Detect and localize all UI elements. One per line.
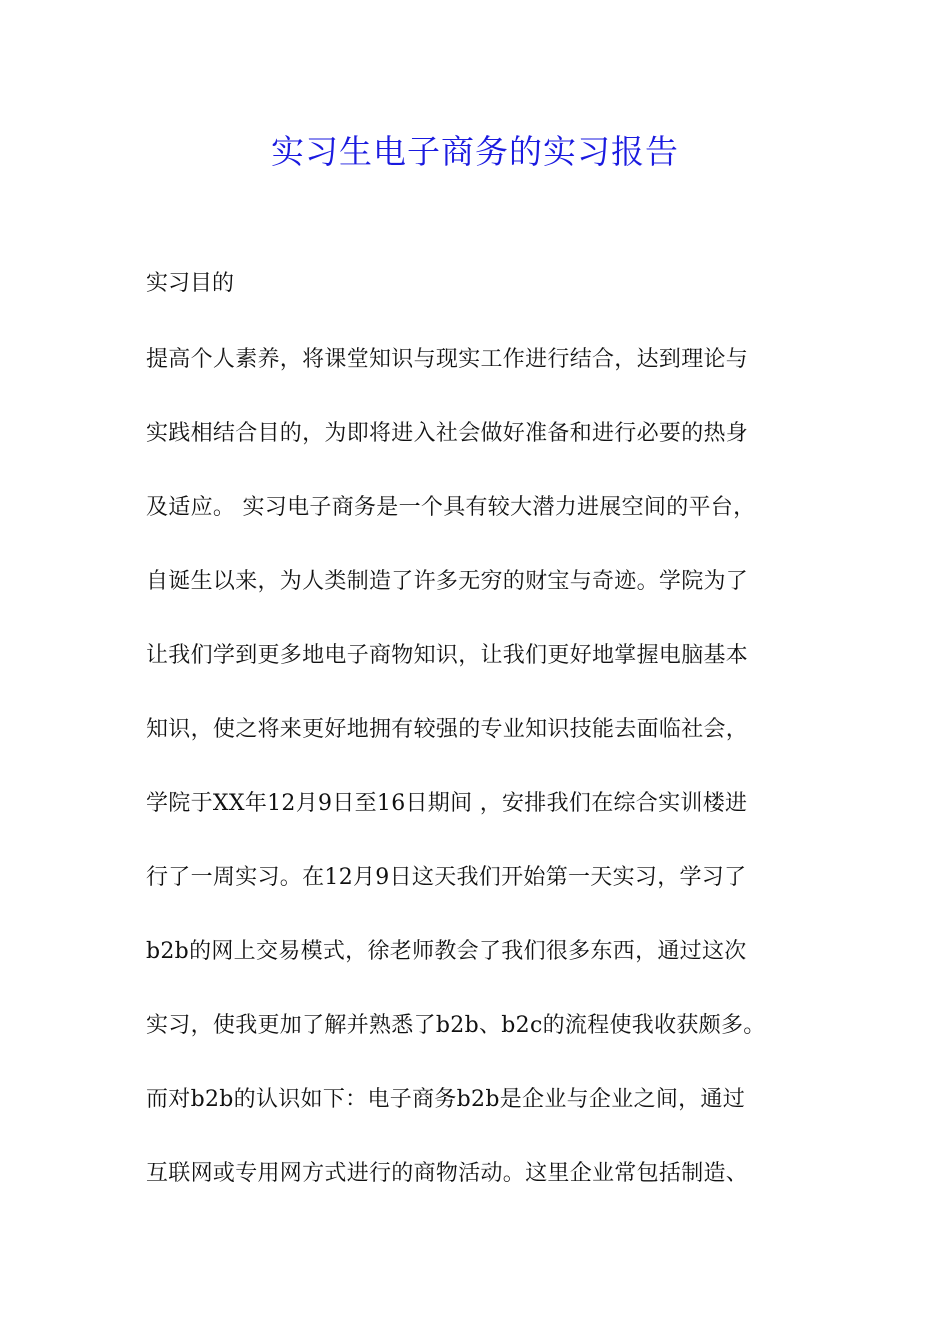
text-line: 行了一周实习。在12月9日这天我们开始第一天实习，学习了 — [146, 865, 747, 890]
text-line: 自诞生以来，为人类制造了许多无穷的财宝与奇迹。学院为了 — [146, 569, 749, 594]
document-title: 实习生电子商务的实习报告 — [271, 132, 679, 171]
text-line: 及适应。 实习电子商务是一个具有较大潜力进展空间的平台， — [146, 495, 756, 520]
text-line: 提高个人素养，将课堂知识与现实工作进行结合，达到理论与 — [146, 347, 749, 372]
text-line: 而对b2b的认识如下：电子商务b2b是企业与企业之间，通过 — [146, 1087, 746, 1112]
body-paragraph — [146, 344, 816, 1232]
text-line: 知识，使之将来更好地拥有较强的专业知识技能去面临社会， — [146, 717, 749, 742]
text-line: b2b的网上交易模式，徐老师教会了我们很多东西，通过这次 — [146, 939, 747, 964]
text-line: 互联网或专用网方式进行的商物活动。这里企业常包括制造、 — [146, 1161, 749, 1186]
text-line: 实习，使我更加了解并熟悉了b2b、b2c的流程使我收获颇多。 — [146, 1013, 766, 1038]
text-line: 实践相结合目的，为即将进入社会做好准备和进行必要的热身 — [146, 421, 749, 446]
section-heading: 实习目的 — [146, 271, 235, 296]
text-line: 学院于XX年12月9日至16日期间 ，安排我们在综合实训楼进 — [146, 791, 748, 816]
text-line: 让我们学到更多地电子商物知识，让我们更好地掌握电脑基本 — [146, 643, 749, 668]
